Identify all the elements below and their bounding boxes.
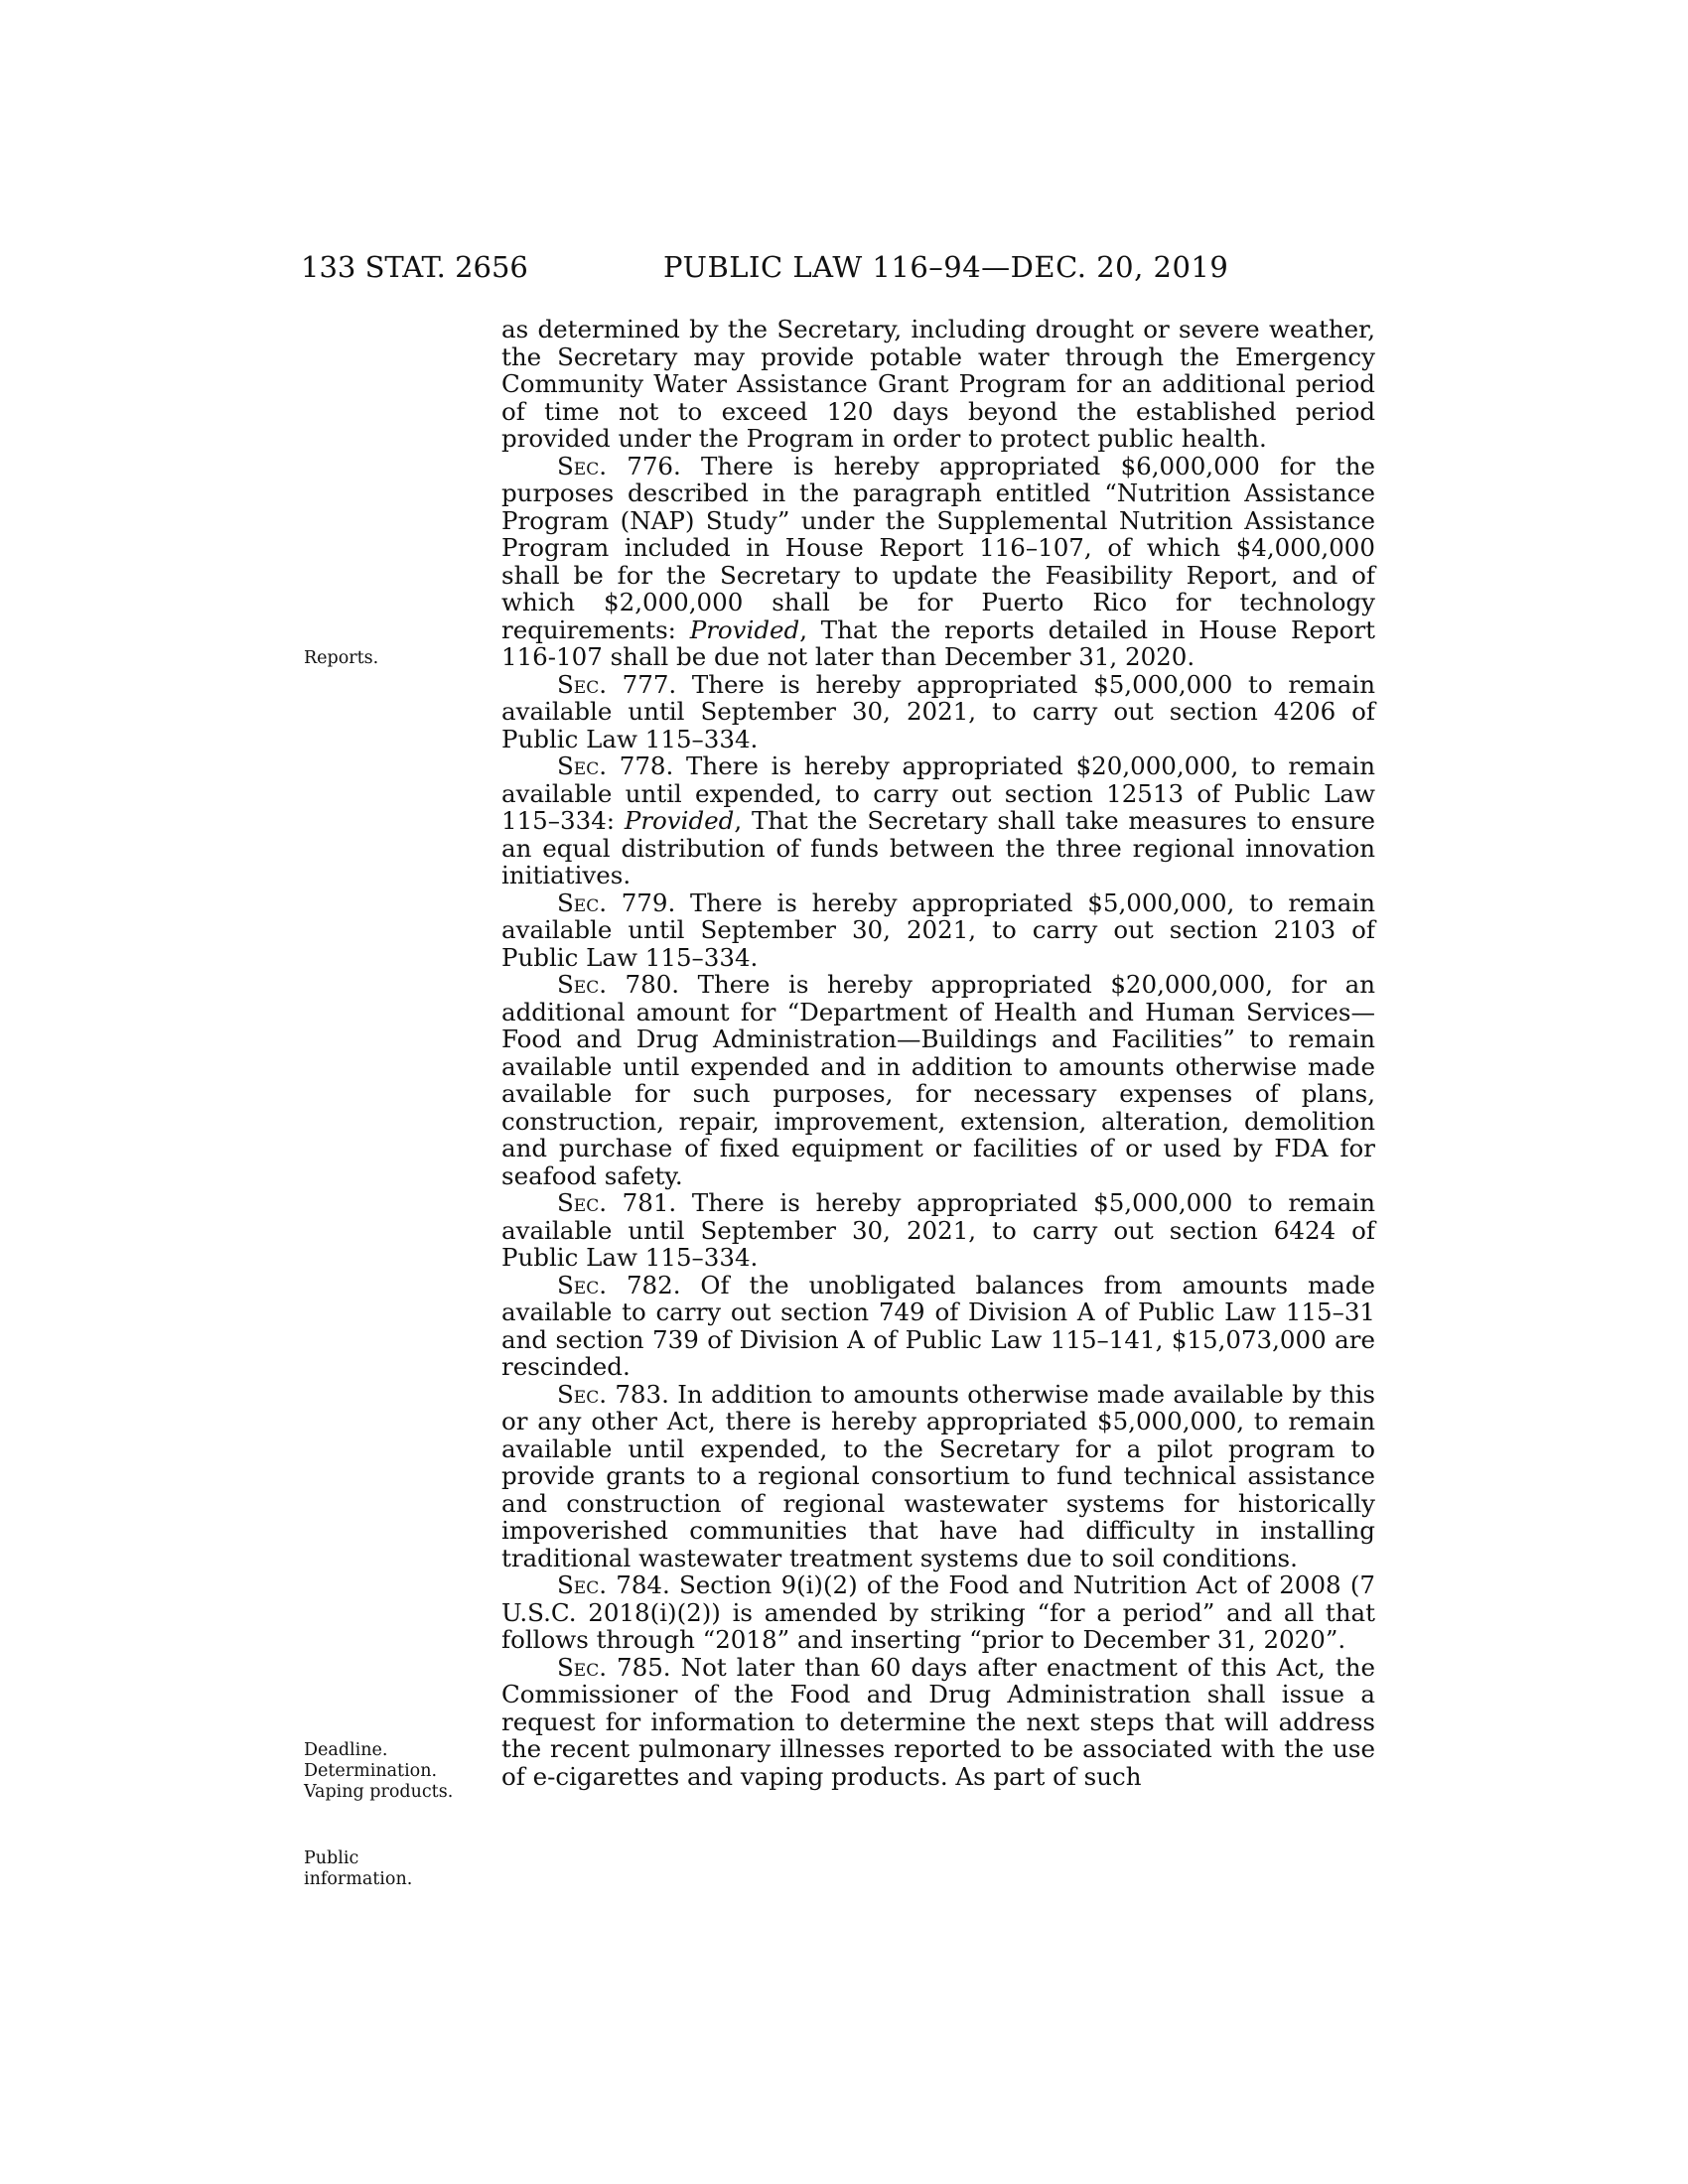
margin-note-reports: Reports. [304, 648, 379, 668]
section-label: Sec. [557, 970, 607, 999]
statute-page-number: 133 STAT. 2656 [301, 250, 528, 284]
section-780 [501, 971, 1375, 1189]
section-text-cont: , That the reports detailed in House Report 116-107 shall be due not later than December 31, 2020. [501, 614, 1375, 671]
section-text: 779. There is hereby appropriated $5,000,000, to remain available until September 30, 2021, to carry out section 2103 of Public Law 115–334. [501, 887, 1375, 972]
section-776 [501, 453, 1375, 671]
section-781 [501, 1189, 1375, 1272]
margin-note-public: Public [304, 1848, 359, 1868]
proviso-italic: Provided [624, 806, 735, 835]
section-779 [501, 889, 1375, 972]
section-label: Sec. [557, 1270, 607, 1299]
section-label: Sec. [557, 1188, 607, 1217]
section-text: 780. There is hereby appropriated $20,000,000, for an additional amount for “Department of Health and Human Services—Food and Drug Administration—Buildings and Facilities” to remain available until expended and in addition to amounts otherwise made available for such purposes, for necessary expenses of plans, construction, repair, improvement, extension, alteration, demolition and purchase of fixed equipment or facilities of or used by FDA for seafood safety. [501, 970, 1375, 1190]
section-text: 777. There is hereby appropriated $5,000,000 to remain available until September 30, 2021, to carry out section 4206 of Public Law 115–334. [501, 669, 1375, 753]
section-label: Sec. [557, 1570, 607, 1599]
section-label: Sec. [557, 1652, 607, 1682]
section-784 [501, 1571, 1375, 1654]
section-text: 782. Of the unobligated balances from amounts made available to carry out section 749 of Division A of Public Law 115–31 and section 739 of Division A of Public Law 115–141, $15,073,000 are rescinded. [501, 1270, 1375, 1381]
section-785 [501, 1654, 1375, 1791]
section-text: 784. Section 9(i)(2) of the Food and Nutrition Act of 2008 (7 U.S.C. 2018(i)(2)) is amended by striking “for a period” and all that follows through “2018” and inserting “prior to December 31, 2020”. [501, 1570, 1375, 1654]
section-label: Sec. [557, 887, 607, 917]
section-783 [501, 1381, 1375, 1572]
document-body [501, 316, 1375, 1790]
section-text: 783. In addition to amounts otherwise made available by this or any other Act, there is hereby appropriated $5,000,000, to remain available until expended, to the Secretary for a pilot program to provide grants to a regional consortium to fund technical assistance and construction of regional wastewater systems for historically impoverished communities that have had difficulty in installing traditional wastewater treatment systems due to soil conditions. [501, 1379, 1375, 1572]
section-text: 785. Not later than 60 days after enactment of this Act, the Commissioner of the Food and Drug Administration shall issue a request for information to determine the next steps that will address the recent pulmonary illnesses reported to be associated with the use of e-cigarettes and vaping products. As part of such [501, 1652, 1375, 1791]
section-label: Sec. [557, 669, 607, 699]
section-text: 781. There is hereby appropriated $5,000,000 to remain available until September 30, 2021, to carry out section 6424 of Public Law 115–334. [501, 1188, 1375, 1272]
section-text: 776. There is hereby appropriated $6,000,000 for the purposes described in the paragraph entitled “Nutrition Assistance Program (NAP) Study” under the Supplemental Nutrition Assistance Program included in House Report 116–107, of which $4,000,000 shall be for the Secretary to update the Feasibility Report, and of which $2,000,000 shall be for Puerto Rico for technology requirements: [501, 451, 1375, 644]
section-label: Sec. [557, 451, 607, 480]
section-777 [501, 671, 1375, 753]
paragraph-continuation: as determined by the Secretary, including drought or severe weather, the Secretary may provide potable water through the Emergency Community Water Assistance Grant Program for an additional period of time not to exceed 120 days beyond the established period provided under the Program in order to protect public health. [501, 315, 1375, 453]
proviso-italic: Provided [689, 614, 800, 644]
section-label: Sec. [557, 751, 607, 780]
section-text-cont: , That the Secretary shall take measures to ensure an equal distribution of funds between the three regional innovation initiatives. [501, 806, 1375, 889]
margin-note-information: information. [304, 1869, 413, 1889]
section-text: 778. There is hereby appropriated $20,000,000, to remain available until expended, to carry out section 12513 of Public Law 115–334: [501, 751, 1375, 835]
page-header [301, 250, 1365, 290]
margin-note-deadline: Deadline. [304, 1740, 388, 1760]
margin-note-determination: Determination. [304, 1761, 438, 1781]
section-782 [501, 1272, 1375, 1381]
section-778 [501, 752, 1375, 889]
section-label: Sec. [557, 1379, 607, 1409]
law-title-date: PUBLIC LAW 116–94—DEC. 20, 2019 [663, 250, 1229, 284]
margin-note-vaping: Vaping products. [304, 1782, 454, 1802]
